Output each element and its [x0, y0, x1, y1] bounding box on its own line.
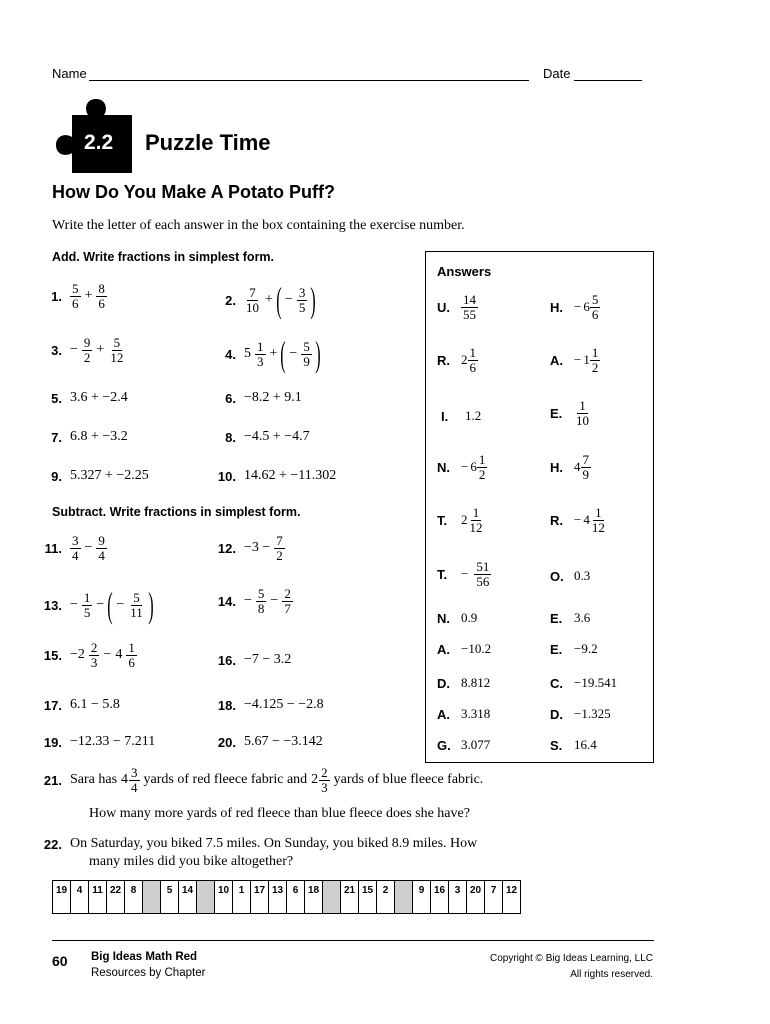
fraction: $\frac{1}{6}$ — [469, 345, 476, 375]
fraction: $\frac{1}{5}$ — [83, 589, 91, 620]
fraction: $\frac{14}{55}$ — [463, 292, 476, 322]
answer-A2: A. −10.2 — [437, 641, 492, 657]
fraction: $\frac{5}{9}$ — [303, 338, 310, 369]
answer-E2: E. 3.6 — [550, 610, 591, 626]
fraction: $\frac{3}{4}$ — [72, 533, 79, 563]
fraction: $\frac{9}{2}$ — [83, 335, 91, 365]
code-box[interactable]: 21 — [341, 881, 359, 914]
fraction: $\frac{1}{12}$ — [591, 505, 605, 535]
fraction: $\frac{7}{10}$ — [246, 284, 259, 315]
exercise-5: 5. 3.6 + −2.4 — [51, 390, 128, 406]
code-box[interactable]: 6 — [287, 881, 305, 914]
date-label: Date — [543, 66, 571, 81]
code-box[interactable]: 11 — [89, 881, 107, 914]
name-line — [52, 66, 529, 81]
exercise-11: 11. $\frac{3}{4}$ − $\frac{9}{4}$ — [44, 533, 105, 563]
answer-N1: N. − 6 $\frac{1}{2}$ — [437, 452, 486, 482]
fraction: $\frac{9}{4}$ — [98, 533, 105, 563]
name-field[interactable] — [89, 67, 529, 81]
code-box[interactable]: 18 — [305, 881, 323, 914]
answer-O: O. 0.3 — [550, 568, 591, 584]
code-box[interactable]: 4 — [71, 881, 89, 914]
code-box[interactable]: 5 — [161, 881, 179, 914]
fraction: $\frac{51}{56}$ — [476, 559, 490, 589]
answer-A1: A. − 1 $\frac{1}{2}$ — [550, 345, 599, 375]
exercise-14: 14. − $\frac{5}{8}$ − $\frac{2}{7}$ — [217, 586, 291, 616]
code-box[interactable]: 17 — [251, 881, 269, 914]
code-box-blank — [197, 881, 215, 914]
exercise-22-line2: many miles did you bike altogether? — [89, 854, 294, 869]
exercise-7: 7. 6.8 + −3.2 — [51, 429, 128, 445]
fraction: $\frac{1}{3}$ — [257, 338, 264, 369]
code-box[interactable]: 19 — [53, 881, 71, 914]
exercise-1: 1. $\frac{5}{6}$ + $\frac{8}{6}$ — [51, 281, 105, 311]
code-box[interactable]: 1 — [233, 881, 251, 914]
answer-U: U. $\frac{14}{55}$ — [437, 292, 476, 322]
answer-R2: R. − 4 $\frac{1}{12}$ — [550, 505, 605, 535]
code-box-blank — [395, 881, 413, 914]
book-subtitle: Resources by Chapter — [91, 967, 206, 979]
exercise-8: 8. −4.5 + −4.7 — [225, 429, 310, 445]
fraction: $\frac{2}{3}$ — [90, 640, 98, 670]
instructions: Write the letter of each answer in the box containing the exercise number. — [52, 218, 465, 233]
exercise-18: 18. −4.125 − −2.8 — [217, 697, 324, 713]
answer-E3: E. −9.2 — [550, 641, 598, 657]
exercise-13: 13. − $\frac{1}{5}$ − ( − $\frac{5}{11}$ ) — [43, 585, 154, 625]
answers-heading: Answers — [437, 264, 492, 279]
fraction: $\frac{1}{12}$ — [469, 505, 483, 535]
answer-E1: E. $\frac{1}{10}$ — [550, 398, 589, 428]
exercise-10: 10. 14.62 + −11.302 — [217, 468, 337, 484]
date-line — [543, 66, 642, 81]
answer-A3: A. 3.318 — [437, 706, 491, 722]
answer-H1: H. − 6 $\frac{5}{6}$ — [550, 292, 599, 322]
date-field[interactable] — [574, 67, 642, 81]
section-title: Puzzle Time — [145, 130, 271, 155]
answer-N2: N. 0.9 — [437, 610, 478, 626]
code-box[interactable]: 15 — [359, 881, 377, 914]
add-heading: Add. Write fractions in simplest form. — [52, 250, 275, 264]
code-box[interactable]: 2 — [377, 881, 395, 914]
code-box[interactable]: 14 — [179, 881, 197, 914]
fraction: $\frac{3}{4}$ — [131, 765, 138, 795]
exercise-19: 19. −12.33 − 7.211 — [43, 734, 156, 750]
copyright: Copyright © Big Ideas Learning, LLC — [489, 953, 653, 964]
answer-D2: D. −1.325 — [550, 706, 611, 722]
exercise-17: 17. 6.1 − 5.8 — [43, 697, 120, 713]
fraction: $\frac{5}{6}$ — [591, 292, 599, 322]
riddle-title: How Do You Make A Potato Puff? — [52, 182, 335, 202]
exercise-3: 3. − $\frac{9}{2}$ + $\frac{5}{12}$ — [51, 335, 124, 365]
fraction: $\frac{1}{10}$ — [576, 398, 589, 428]
answer-S: S. 16.4 — [550, 737, 597, 753]
exercise-21: 21. Sara has 4 $\frac{3}{4}$ yards of red fleece fabric and 2 $\frac{2}{3}$ yards of blue fleece fabric. — [43, 765, 484, 795]
exercise-22: 22. On Saturday, you biked 7.5 miles. On Sunday, you biked 8.9 miles. How — [43, 836, 478, 852]
subtract-heading: Subtract. Write fractions in simplest form. — [52, 505, 301, 519]
code-box[interactable]: 9 — [413, 881, 431, 914]
exercise-4: 4. 5 $\frac{1}{3}$ + ( − $\frac{5}{9}$ ) — [225, 334, 321, 374]
rights: All rights reserved. — [570, 969, 653, 980]
answer-G: G. 3.077 — [437, 737, 491, 753]
answer-C: C. −19.541 — [550, 675, 618, 691]
code-box[interactable]: 22 — [107, 881, 125, 914]
code-box-blank — [323, 881, 341, 914]
fraction: $\frac{5}{12}$ — [110, 335, 124, 365]
exercise-16: 16. −7 − 3.2 — [217, 652, 292, 668]
fraction: $\frac{7}{9}$ — [582, 452, 589, 482]
fraction: $\frac{3}{5}$ — [298, 284, 306, 315]
code-box[interactable]: 20 — [467, 881, 485, 914]
fraction: $\frac{2}{7}$ — [284, 586, 291, 616]
code-box[interactable]: 16 — [431, 881, 449, 914]
page-number: 60 — [52, 953, 68, 969]
exercise-20: 20. 5.67 − −3.142 — [217, 734, 323, 750]
code-box-blank — [143, 881, 161, 914]
code-box[interactable]: 12 — [503, 881, 521, 914]
section-number: 2.2 — [84, 131, 114, 154]
exercise-12: 12. −3 − $\frac{7}{2}$ — [217, 533, 283, 563]
fraction: $\frac{5}{8}$ — [257, 586, 265, 616]
answer-code-boxes — [52, 880, 521, 914]
fraction: $\frac{1}{6}$ — [128, 640, 135, 670]
fraction: $\frac{7}{2}$ — [276, 533, 283, 563]
answer-R1: R. 2 $\frac{1}{6}$ — [437, 345, 476, 375]
fraction: $\frac{2}{3}$ — [321, 765, 328, 795]
code-box[interactable]: 8 — [125, 881, 143, 914]
answer-T2: T. − $\frac{51}{56}$ — [437, 559, 490, 589]
name-label: Name — [52, 66, 87, 81]
exercise-2: 2. $\frac{7}{10}$ + ( − $\frac{3}{5}$ ) — [225, 280, 317, 320]
code-box[interactable]: 13 — [269, 881, 287, 914]
answer-H2: H. 4 $\frac{7}{9}$ — [550, 452, 589, 482]
code-box[interactable]: 3 — [449, 881, 467, 914]
exercise-9: 9. 5.327 + −2.25 — [51, 468, 149, 484]
exercise-6: 6. −8.2 + 9.1 — [225, 390, 302, 406]
fraction: $\frac{1}{2}$ — [478, 452, 486, 482]
code-box[interactable]: 7 — [485, 881, 503, 914]
book-title: Big Ideas Math Red — [91, 951, 198, 963]
fraction: $\frac{8}{6}$ — [98, 281, 105, 311]
answer-D1: D. 8.812 — [437, 675, 491, 691]
exercise-15: 15. −2 $\frac{2}{3}$ − 4 $\frac{1}{6}$ — [43, 640, 135, 670]
answer-T1: T. 2 $\frac{1}{12}$ — [437, 505, 483, 535]
code-box[interactable]: 10 — [215, 881, 233, 914]
footer-rule — [52, 940, 654, 941]
answer-I: I. 1.2 — [441, 408, 482, 424]
fraction: $\frac{5}{11}$ — [130, 589, 143, 620]
fraction: $\frac{5}{6}$ — [72, 281, 79, 311]
exercise-21-question: How many more yards of red fleece than blue fleece does she have? — [89, 806, 470, 821]
fraction: $\frac{1}{2}$ — [591, 345, 599, 375]
